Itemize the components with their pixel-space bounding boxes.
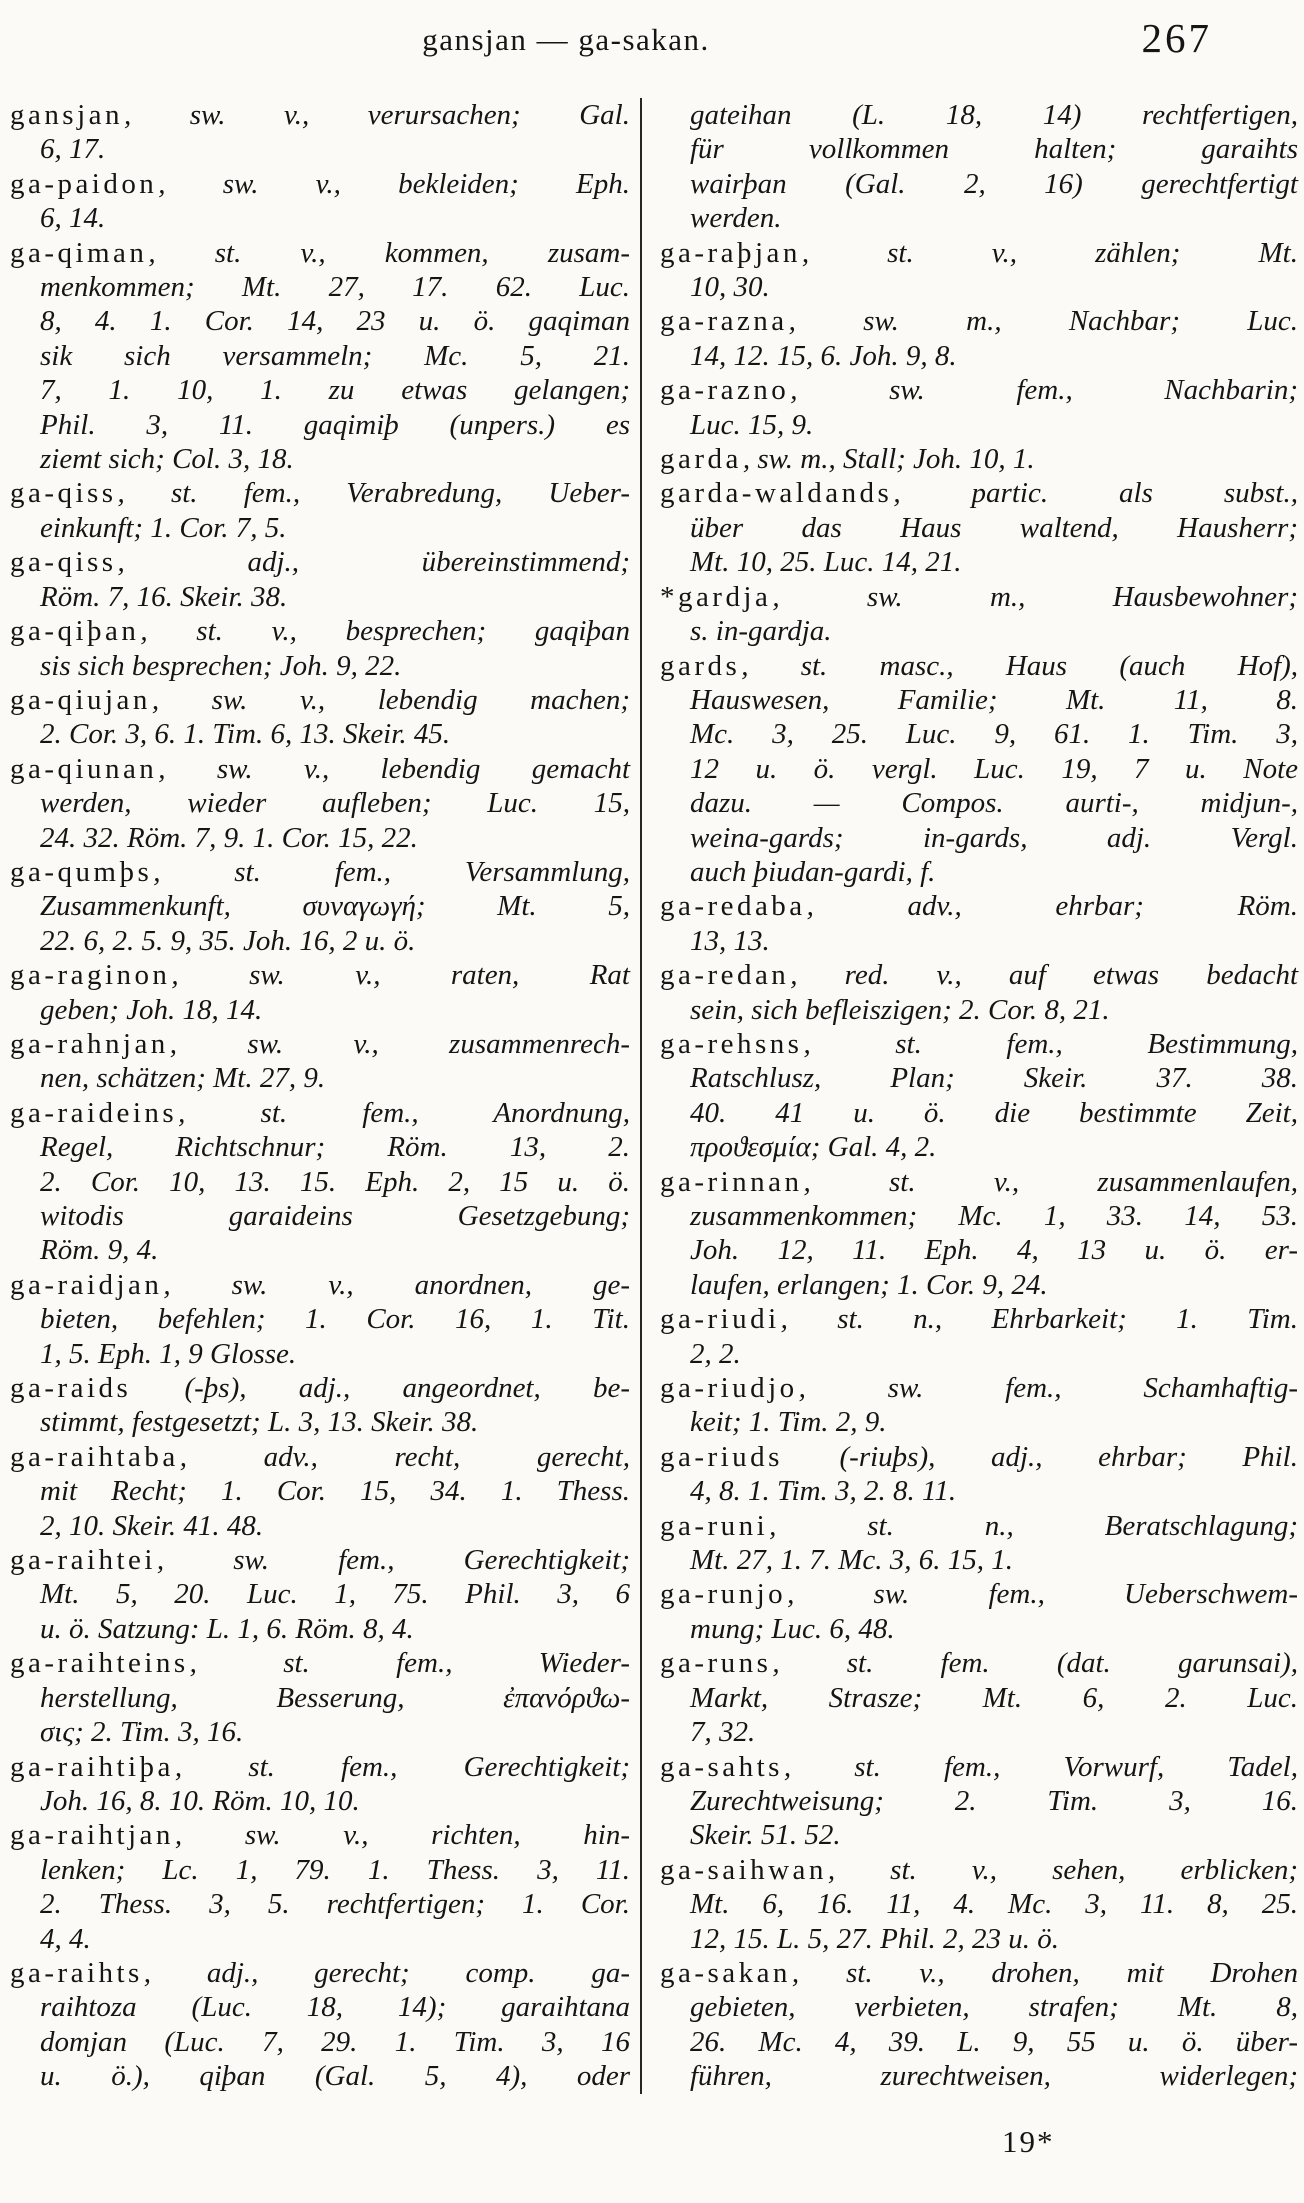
dictionary-entry [10, 1750, 630, 1819]
text-block [10, 98, 1298, 2094]
dictionary-entry [660, 1577, 1298, 1646]
entry-line: Regel, Richtschnur; Röm. 13, 2. [40, 1131, 630, 1164]
dictionary-entry [10, 855, 630, 958]
headword: ga-redan [660, 959, 790, 992]
dictionary-entry [660, 958, 1298, 1027]
dictionary-entry [660, 98, 1298, 236]
entry-line: 7, 1. 10, 1. zu etwas gelangen; [40, 374, 630, 407]
entry-line: auch þiudan-gardi, f. [690, 855, 936, 888]
dictionary-entry [660, 1440, 1298, 1509]
entry-line: 14, 12. 15, 6. Joh. 9, 8. [690, 339, 957, 372]
entry-first-line: ga-raihtiþa, st. fem., Gerechtigkeit; [10, 1750, 630, 1783]
dictionary-entry [10, 752, 630, 855]
entry-line: gebieten, verbieten, strafen; Mt. 8, [690, 1991, 1298, 2024]
entry-first-line: *gardja, sw. m., Hausbewohner; [660, 580, 1298, 613]
headword: ga-razna [660, 305, 788, 338]
entry-line: Joh. 16, 8. 10. Röm. 10, 10. [40, 1784, 360, 1817]
dictionary-entry [660, 1853, 1298, 1956]
headword: ga-raihts [10, 1956, 143, 1989]
entry-first-line: ga-qiman, st. v., kommen, zusam- [10, 236, 630, 269]
entry-line: Hauswesen, Familie; Mt. 11, 8. [690, 683, 1298, 716]
entry-first-line: ga-riudi, st. n., Ehrbarkeit; 1. Tim. [660, 1303, 1298, 1336]
dictionary-entry [10, 1371, 630, 1440]
entry-line: Zurechtweisung; 2. Tim. 3, 16. [690, 1784, 1298, 1817]
entry-first-line: ga-rahnjan, sw. v., zusammenrech- [10, 1027, 630, 1060]
entry-first-line: ga-qiþan, st. v., besprechen; gaqiþan [10, 615, 630, 648]
entry-line: 6, 17. [40, 133, 106, 166]
entry-first-line: ga-redaba, adv., ehrbar; Röm. [660, 890, 1298, 923]
headword: ga-qiss [10, 546, 117, 579]
dictionary-entry [660, 304, 1298, 373]
dictionary-entry [10, 1440, 630, 1543]
entry-line: 26. Mc. 4, 39. L. 9, 55 u. ö. über- [690, 2025, 1298, 2058]
entry-line: Luc. 15, 9. [690, 408, 814, 441]
entry-first-line: ga-paidon, sw. v., bekleiden; Eph. [10, 167, 630, 200]
entry-line: Skeir. 51. 52. [690, 1819, 841, 1852]
entry-line: 2. Thess. 3, 5. rechtfertigen; 1. Cor. [40, 1888, 630, 1921]
entry-line: 2. Cor. 10, 13. 15. Eph. 2, 15 u. ö. [40, 1165, 630, 1198]
dictionary-entry [660, 236, 1298, 305]
entry-line: s. in-gardja. [690, 615, 832, 648]
entry-first-line: ga-raidjan, sw. v., anordnen, ge- [10, 1268, 630, 1301]
entry-line: menkommen; Mt. 27, 17. 62. Luc. [40, 271, 630, 304]
entry-line: 8, 4. 1. Cor. 14, 23 u. ö. gaqiman [40, 305, 630, 338]
headword: ga-saihwan [660, 1853, 827, 1886]
entry-first-line: ga-razna, sw. m., Nachbar; Luc. [660, 305, 1298, 338]
entry-first-line: ga-razno, sw. fem., Nachbarin; [660, 374, 1298, 407]
entry-line: mung; Luc. 6, 48. [690, 1612, 895, 1645]
entry-line: weina-gards; in-gards, adj. Vergl. [690, 821, 1298, 854]
headword: ga-qiss [10, 477, 117, 510]
entry-first-line: ga-raihtjan, sw. v., richten, hin- [10, 1819, 630, 1852]
entry-line: 4, 8. 1. Tim. 3, 2. 8. 11. [690, 1475, 957, 1508]
dictionary-entry [10, 1646, 630, 1749]
left-column [10, 98, 642, 2094]
headword: ga-rehsns [660, 1027, 803, 1060]
entry-first-line: ga-raþjan, st. v., zählen; Mt. [660, 236, 1298, 269]
headword: ga-qiþan [10, 615, 140, 648]
entry-first-line: ga-runjo, sw. fem., Ueberschwem- [660, 1578, 1298, 1611]
entry-first-line: ga-runi, st. n., Beratschlagung; [660, 1509, 1298, 1542]
headword: ga-sahts [660, 1750, 783, 1783]
running-header: gansjan — ga-sakan. [422, 22, 710, 57]
dictionary-entry [660, 889, 1298, 958]
entry-line: 13, 13. [690, 924, 770, 957]
headword: ga-riudi [660, 1303, 780, 1336]
entry-line: Phil. 3, 11. gaqimiþ (unpers.) es [40, 408, 630, 441]
entry-line: 10, 30. [690, 271, 770, 304]
headword: ga-riuds [660, 1440, 783, 1473]
headword: ga-runi [660, 1509, 769, 1542]
dictionary-entry [660, 476, 1298, 579]
entry-line: 22. 6, 2. 5. 9, 35. Joh. 16, 2 u. ö. [40, 924, 416, 957]
entry-line: ziemt sich; Col. 3, 18. [40, 443, 294, 476]
entry-first-line: ga-sahts, st. fem., Vorwurf, Tadel, [660, 1750, 1298, 1783]
entry-line: Mt. 10, 25. Luc. 14, 21. [690, 546, 962, 579]
entry-line: Mt. 5, 20. Luc. 1, 75. Phil. 3, 6 [40, 1578, 630, 1611]
headword: ga-rinnan [660, 1165, 803, 1198]
headword: garda [660, 443, 742, 476]
entry-line: 6, 14. [40, 202, 106, 235]
entry-first-line: ga-qiss, st. fem., Verabredung, Ueber- [10, 477, 630, 510]
entry-first-line: ga-qiss, adj., übereinstimmend; [10, 546, 630, 579]
headword: ga-raihtjan [10, 1819, 174, 1852]
entry-line: nen, schätzen; Mt. 27, 9. [40, 1062, 326, 1095]
entry-line: zusammenkommen; Mc. 1, 33. 14, 53. [690, 1200, 1298, 1232]
headword: ga-qiman [10, 236, 148, 269]
headword: ga-riudjo [660, 1372, 798, 1405]
entry-first-line: ga-raihtaba, adv., recht, gerecht, [10, 1440, 630, 1473]
dictionary-entry [10, 1818, 630, 1956]
headword: ga-raideins [10, 1096, 178, 1129]
entry-line: Mc. 3, 25. Luc. 9, 61. 1. Tim. 3, [690, 718, 1298, 751]
entry-first-line: ga-riudjo, sw. fem., Schamhaftig- [660, 1372, 1298, 1405]
headword: ga-paidon [10, 167, 158, 200]
dictionary-entry [660, 1646, 1298, 1749]
headword: ga-raþjan [660, 236, 801, 269]
entry-line: Mt. 27, 1. 7. Mc. 3, 6. 15, 1. [690, 1544, 1013, 1577]
entry-first-line: ga-redan, red. v., auf etwas bedacht [660, 959, 1298, 992]
dictionary-entry [10, 683, 630, 752]
entry-line: keit; 1. Tim. 2, 9. [690, 1406, 887, 1439]
entry-first-line: ga-riuds (-riuþs), adj., ehrbar; Phil. [660, 1440, 1298, 1473]
entry-line: witodis garaideins Gesetzgebung; [40, 1200, 630, 1232]
headword: ga-rahnjan [10, 1027, 169, 1060]
headword: ga-qumþs [10, 855, 153, 888]
entry-line: wairþan (Gal. 2, 16) gerechtfertigt [690, 167, 1298, 200]
headword: ga-sakan [660, 1956, 791, 1989]
entry-first-line: ga-raideins, st. fem., Anordnung, [10, 1096, 630, 1129]
entry-first-line: ga-raihtei, sw. fem., Gerechtigkeit; [10, 1544, 630, 1577]
entry-first-line: ga-raihts, adj., gerecht; comp. ga- [10, 1956, 630, 1989]
entry-line: raihtoza (Luc. 18, 14); garaihtana [40, 1991, 630, 2024]
headword: ga-redaba [660, 890, 806, 923]
entry-line: sik sich versammeln; Mc. 5, 21. [40, 339, 630, 372]
entry-line: Joh. 12, 11. Eph. 4, 13 u. ö. er- [690, 1234, 1298, 1267]
entry-line: 12, 15. L. 5, 27. Phil. 2, 23 u. ö. [690, 1922, 1059, 1955]
entry-line: mit Recht; 1. Cor. 15, 34. 1. Thess. [40, 1475, 630, 1508]
entry-line: domjan (Luc. 7, 29. 1. Tim. 3, 16 [40, 2025, 630, 2058]
entry-line: werden, wieder aufleben; Luc. 15, [40, 787, 630, 820]
entry-first-line: ga-raihteins, st. fem., Wieder- [10, 1647, 630, 1680]
dictionary-entry [10, 167, 630, 236]
headword: ga-runs [660, 1647, 772, 1680]
entry-line: dazu. — Compos. aurti-, midjun-, [690, 787, 1298, 820]
entry-line: 12 u. ö. vergl. Luc. 19, 7 u. Note [690, 752, 1298, 785]
page-header [10, 16, 1298, 90]
dictionary-entry [10, 98, 630, 167]
entry-line: für vollkommen halten; garaihts [690, 133, 1298, 166]
dictionary-entry [660, 649, 1298, 890]
entry-line: werden. [690, 202, 782, 235]
entry-line: sein, sich befleiszigen; 2. Cor. 8, 21. [690, 993, 1110, 1026]
dictionary-entry [10, 1096, 630, 1268]
entry-line: Ratschlusz, Plan; Skeir. 37. 38. [690, 1062, 1298, 1095]
entry-line: führen, zurechtweisen, widerlegen; [690, 2060, 1298, 2093]
entry-line: Zusammenkunft, συναγωγή; Mt. 5, [40, 890, 630, 923]
entry-first-line: ga-saihwan, st. v., sehen, erblicken; [660, 1853, 1298, 1886]
dictionary-entry [10, 545, 630, 614]
entry-line: lenken; Lc. 1, 79. 1. Thess. 3, 11. [40, 1853, 630, 1886]
headword: ga-raids [10, 1372, 132, 1405]
entry-line: geben; Joh. 18, 14. [40, 993, 263, 1026]
dictionary-entry [660, 1371, 1298, 1440]
dictionary-entry [10, 1268, 630, 1371]
entry-line: bieten, befehlen; 1. Cor. 16, 1. Tit. [40, 1303, 630, 1336]
dictionary-entry [660, 1956, 1298, 2094]
entry-first-line: ga-raids (-þs), adj., angeordnet, be- [10, 1372, 630, 1405]
dictionary-entry [660, 373, 1298, 442]
entry-first-line: ga-raginon, sw. v., raten, Rat [10, 959, 630, 992]
dictionary-entry [10, 1956, 630, 2094]
entry-line: 24. 32. Röm. 7, 9. 1. Cor. 15, 22. [40, 821, 418, 854]
page-number: 267 [1141, 15, 1212, 61]
headword: ga-qiunan [10, 752, 158, 785]
entry-first-line: ga-rehsns, st. fem., Bestimmung, [660, 1027, 1298, 1060]
headword: *gardja [660, 580, 772, 613]
entry-first-line: garda, sw. m., Stall; Joh. 10, 1. [660, 443, 1035, 476]
dictionary-entry [660, 1027, 1298, 1165]
dictionary-entry [10, 614, 630, 683]
headword: ga-razno [660, 374, 790, 407]
entry-first-line: gansjan, sw. v., verursachen; Gal. [10, 99, 630, 131]
entry-line: 2. Cor. 3, 6. 1. Tim. 6, 13. Skeir. 45. [40, 718, 451, 751]
entry-line: Markt, Strasze; Mt. 6, 2. Luc. [690, 1681, 1298, 1714]
dictionary-entry [10, 1027, 630, 1096]
headword: ga-raidjan [10, 1268, 163, 1301]
entry-line: προϑεσμία; Gal. 4, 2. [690, 1131, 937, 1164]
dictionary-entry [10, 958, 630, 1027]
entry-line: 7, 32. [690, 1716, 756, 1749]
entry-first-line: gards, st. masc., Haus (auch Hof), [660, 649, 1298, 682]
headword: ga-raihteins [10, 1647, 189, 1680]
entry-line: stimmt, festgesetzt; L. 3, 13. Skeir. 38. [40, 1406, 479, 1439]
entry-line: σις; 2. Tim. 3, 16. [40, 1716, 244, 1749]
entry-line: 2, 2. [690, 1337, 741, 1370]
headword: ga-qiujan [10, 683, 151, 716]
dictionary-entry [660, 1302, 1298, 1371]
entry-line: gateihan (L. 18, 14) rechtfertigen, [690, 99, 1298, 131]
dictionary-entry [10, 236, 630, 477]
dictionary-entry [10, 476, 630, 545]
entry-line: Röm. 9, 4. [40, 1234, 159, 1267]
dictionary-entry [660, 1509, 1298, 1578]
entry-first-line: ga-rinnan, st. v., zusammenlaufen, [660, 1165, 1298, 1198]
entry-line: Röm. 7, 16. Skeir. 38. [40, 580, 288, 613]
signature-mark: 19* [1002, 2124, 1055, 2159]
dictionary-entry [660, 580, 1298, 649]
entry-first-line: ga-qiunan, sw. v., lebendig gemacht [10, 752, 630, 785]
entry-line: 40. 41 u. ö. die bestimmte Zeit, [690, 1096, 1298, 1129]
headword: ga-runjo [660, 1578, 787, 1611]
headword: ga-raginon [10, 959, 171, 992]
headword: garda-waldands [660, 477, 893, 510]
dictionary-entry [660, 1165, 1298, 1303]
entry-first-line: ga-runs, st. fem. (dat. garunsai), [660, 1647, 1298, 1680]
dictionary-entry [660, 442, 1298, 476]
entry-line: 4, 4. [40, 1922, 91, 1955]
right-column [642, 98, 1298, 2094]
dictionary-entry [10, 1543, 630, 1646]
headword: ga-raihtaba [10, 1440, 179, 1473]
entry-first-line: ga-sakan, st. v., drohen, mit Drohen [660, 1956, 1298, 1989]
entry-line: 2, 10. Skeir. 41. 48. [40, 1509, 264, 1542]
entry-line: u. ö. Satzung: L. 1, 6. Röm. 8, 4. [40, 1612, 414, 1645]
entry-line: über das Haus waltend, Hausherr; [690, 511, 1298, 544]
dictionary-entry [660, 1750, 1298, 1853]
entry-line: Mt. 6, 16. 11, 4. Mc. 3, 11. 8, 25. [690, 1888, 1298, 1921]
entry-line: laufen, erlangen; 1. Cor. 9, 24. [690, 1268, 1048, 1301]
entry-line: herstellung, Besserung, ἐπανόρϑω- [40, 1681, 630, 1714]
headword: ga-raihtei [10, 1544, 156, 1577]
entry-first-line: ga-qumþs, st. fem., Versammlung, [10, 855, 630, 888]
entry-line: sis sich besprechen; Joh. 9, 22. [40, 649, 402, 682]
entry-first-line: ga-qiujan, sw. v., lebendig machen; [10, 683, 630, 716]
headword: ga-raihtiþa [10, 1750, 174, 1783]
entry-line: einkunft; 1. Cor. 7, 5. [40, 511, 287, 544]
entry-line: 1, 5. Eph. 1, 9 Glosse. [40, 1337, 297, 1370]
entry-line: u. ö.), qiþan (Gal. 5, 4), oder [40, 2060, 630, 2093]
headword: gansjan [10, 99, 123, 131]
headword: gards [660, 649, 741, 682]
entry-first-line: garda-waldands, partic. als subst., [660, 477, 1298, 510]
